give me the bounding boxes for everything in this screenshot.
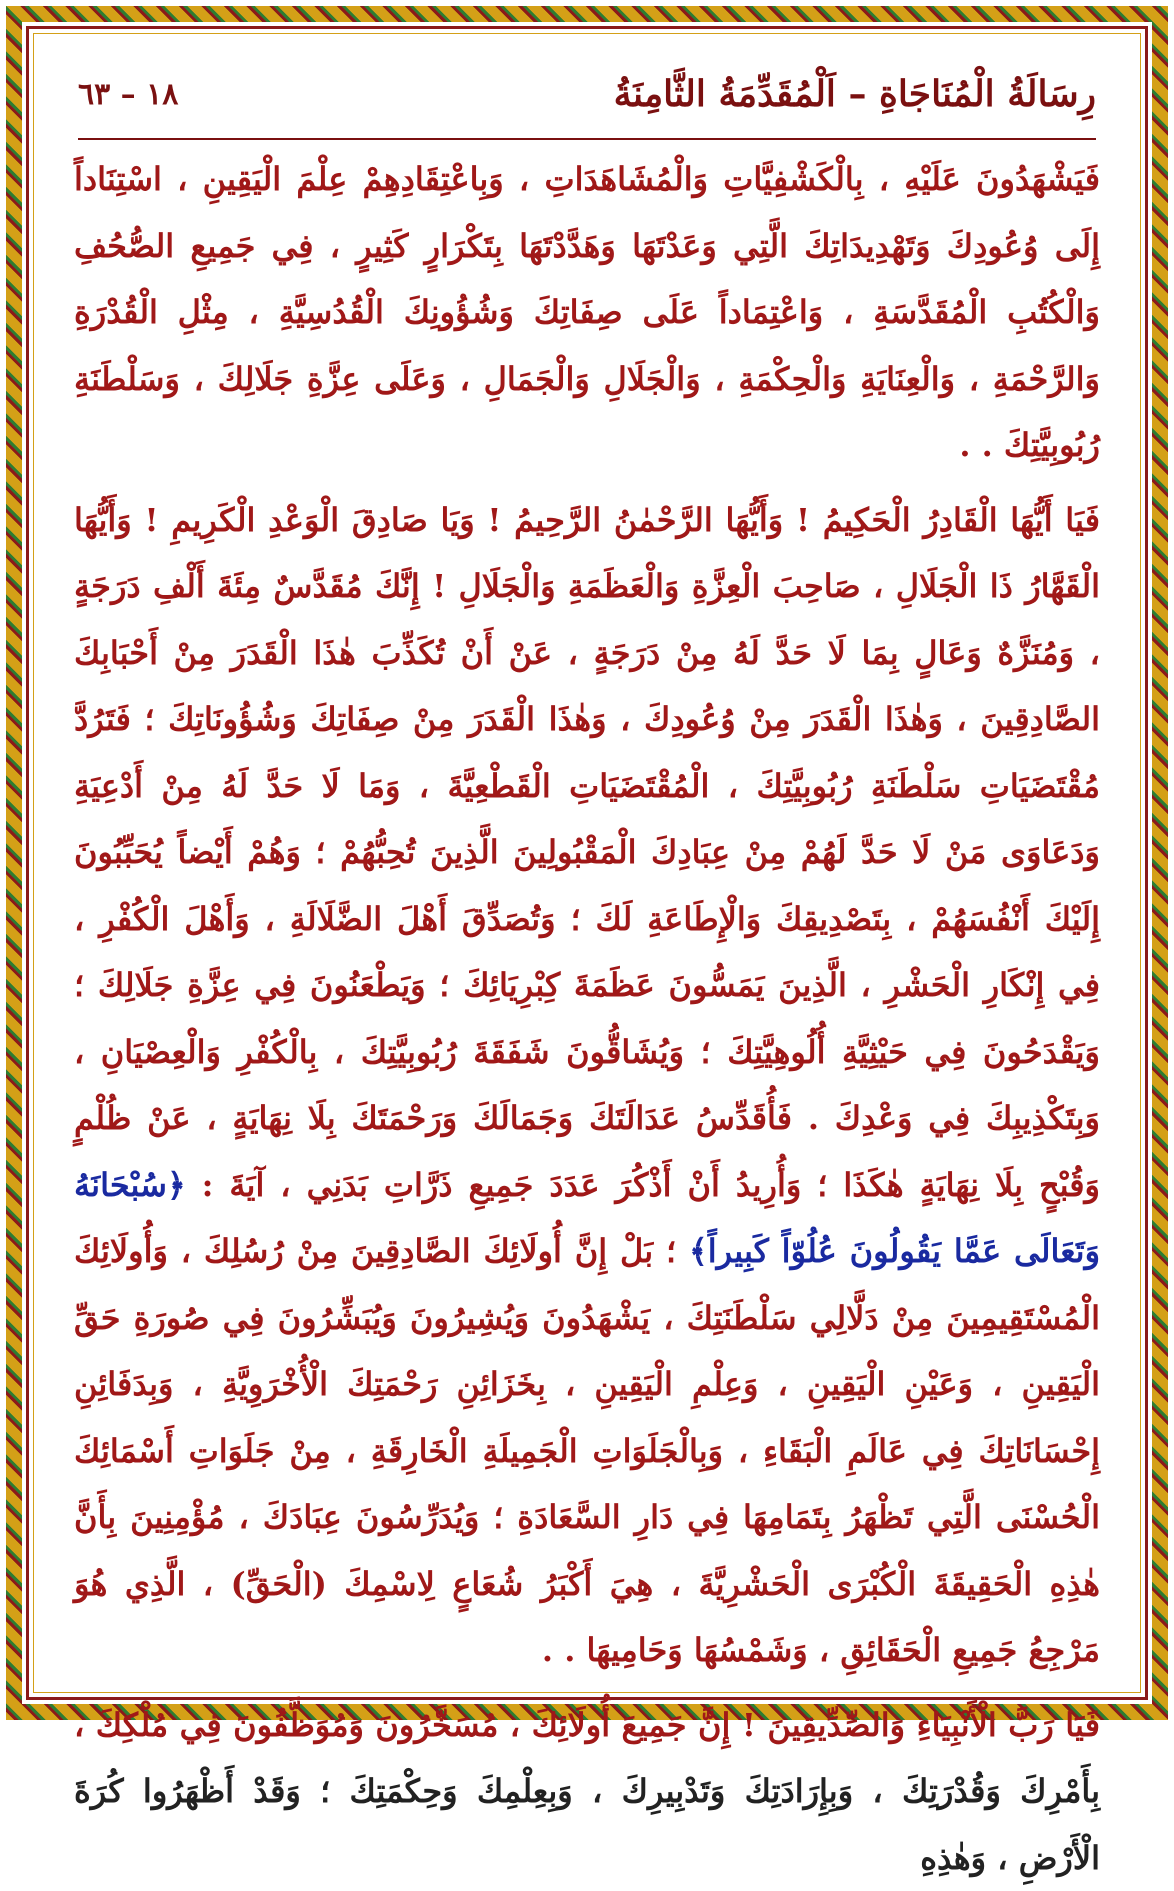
paragraph-1 [74,146,1100,479]
page-header [48,48,1126,140]
paragraph-2 [74,487,1100,1684]
header-divider [78,138,1096,140]
page-number: ١٨ – ٦٣ [78,77,178,112]
paragraph-3-continuation: بِأَمْرِكَ وَقُدْرَتِكَ ، وَبِإِرَادَتِكَ وَتَدْبِيرِكَ ، وَبِعِلْمِكَ وَحِكْمَتِكَ ؛ وَقَدْ أَظْهَرُوا كُرَةَ الْأَرْضِ ، وَهٰذِهِ [74,1772,1100,1877]
paragraph-3-text: فَيَا رَبَّ الْأَنْبِيَاءِ وَالصِّدِّيقِينَ ! إِنَّ جَمِيعَ أُولَائِكَ ، مُسَخَّرُونَ وَمُوَظَّفُونَ فِي مُلْكِكَ ، [74,1706,1100,1744]
page-body [48,140,1126,1891]
paragraph-2-text-before-verse: فَيَا أَيُّهَا الْقَادِرُ الْحَكِيمُ ! وَأَيُّهَا الرَّحْمٰنُ الرَّحِيمُ ! وَيَا صَادِقَ الْوَعْدِ الْكَرِيمِ ! وَأَيُّهَا الْقَهَّارُ ذَا الْجَلَالِ ، صَاحِبَ الْعِزَّةِ وَالْعَظَمَةِ وَالْجَلَالِ ! إِنَّكَ مُقَدَّسٌ مِئَةَ أَلْفِ دَرَجَةٍ ، وَمُنَزَّهٌ وَعَالٍ بِمَا لَا حَدَّ لَهُ مِنْ دَرَجَةٍ ، عَنْ أَنْ تُكَذِّبَ هٰذَا الْقَدَرَ مِنْ أَحْبَابِكَ الصَّادِقِينَ ، وَهٰذَا الْقَدَرَ مِنْ وُعُودِكَ ، وَهٰذَا الْقَدَرَ مِنْ صِفَاتِكَ وَشُؤُونَاتِكَ ؛ فَتَرُدَّ مُقْتَضَيَاتِ سَلْطَنَةِ رُبُوبِيَّتِكَ ، الْمُقْتَضَيَاتِ الْقَطْعِيَّةَ ، وَمَا لَا حَدَّ لَهُ مِنْ أَدْعِيَةِ وَدَعَاوَى مَنْ لَا حَدَّ لَهُمْ مِنْ عِبَادِكَ الْمَقْبُولِينَ الَّذِينَ تُحِبُّهُمْ ؛ وَهُمْ أَيْضاً يُحَبِّبُونَ إِلَيْكَ أَنْفُسَهُمْ ، بِتَصْدِيقِكَ وَالْإِطَاعَةِ لَكَ ؛ وَتُصَدِّقَ أَهْلَ الضَّلَالَةِ ، وَأَهْلَ الْكُفْرِ ، فِي إِنْكَارِ الْحَشْرِ ، الَّذِينَ يَمَسُّونَ عَظَمَةَ كِبْرِيَائِكَ ؛ وَيَطْعَنُونَ فِي عِزَّةِ جَلَالِكَ ؛ وَيَقْدَحُونَ فِي حَيْثِيَّةِ أُلُوهِيَّتِكَ ؛ وَيُشَاقُّونَ شَفَقَةَ رُبُوبِيَّتِكَ ، بِالْكُفْرِ وَالْعِصْيَانِ ، وَبِتَكْذِيبِكَ فِي وَعْدِكَ . فَأُقَدِّسُ عَدَالَتَكَ وَجَمَالَكَ وَرَحْمَتَكَ بِلَا نِهَايَةٍ ، عَنْ ظُلْمٍ وَقُبْحٍ بِلَا نِهَايَةٍ هٰكَذَا ؛ وَأُرِيدُ أَنْ أَذْكُرَ عَدَدَ جَمِيعِ ذَرَّاتِ بَدَنِي ، آيَةَ : [74,501,1100,1204]
paragraph-3 [74,1692,1100,1891]
paragraph-1-text: فَيَشْهَدُونَ عَلَيْهِ ، بِالْكَشْفِيَّاتِ وَالْمُشَاهَدَاتِ ، وَبِاعْتِقَادِهِمْ عِلْمَ الْيَقِينِ ، اسْتِنَاداً إِلَى وُعُودِكَ وَتَهْدِيدَاتِكَ الَّتِي وَعَدْتَهَا وَهَدَّدْتَهَا بِتَكْرَارٍ كَثِيرٍ ، فِي جَمِيعِ الصُّحُفِ وَالْكُتُبِ الْمُقَدَّسَةِ ، وَاعْتِمَاداً عَلَى صِفَاتِكَ وَشُؤُونِكَ الْقُدُسِيَّةِ ، مِثْلِ الْقُدْرَةِ وَالرَّحْمَةِ ، وَالْعِنَايَةِ وَالْحِكْمَةِ ، وَالْجَلَالِ وَالْجَمَالِ ، وَعَلَى عِزَّةِ جَلَالِكَ ، وَسَلْطَنَةِ رُبُوبِيَّتِكَ . . [74,160,1100,464]
page [48,48,1126,1678]
quran-verse: ﴿سُبْحَانَهُ وَتَعَالَى عَمَّا يَقُولُونَ عُلُوّاً كَبِيراً﴾ [74,1166,1100,1271]
paragraph-2-text-after-verse: ؛ بَلْ إِنَّ أُولَائِكَ الصَّادِقِينَ مِنْ رُسُلِكَ ، وَأُولَائِكَ الْمُسْتَقِيمِينَ مِنْ دَلَّالِي سَلْطَنَتِكَ ، يَشْهَدُونَ وَيُشِيرُونَ وَيُبَشِّرُونَ فِي صُورَةِ حَقِّ الْيَقِينِ ، وَعَيْنِ الْيَقِينِ ، وَعِلْمِ الْيَقِينِ ، بِخَزَائِنِ رَحْمَتِكَ الْأُخْرَوِيَّةِ ، وَبِدَفَائِنِ إِحْسَانَاتِكَ فِي عَالَمِ الْبَقَاءِ ، وَبِالْجَلَوَاتِ الْجَمِيلَةِ الْخَارِقَةِ ، مِنْ جَلَوَاتِ أَسْمَائِكَ الْحُسْنَى الَّتِي تَظْهَرُ بِتَمَامِهَا فِي دَارِ السَّعَادَةِ ؛ وَيُدَرِّسُونَ عِبَادَكَ ، مُؤْمِنِينَ بِأَنَّ هٰذِهِ الْحَقِيقَةَ الْكُبْرَى الْحَشْرِيَّةَ ، هِيَ أَكْبَرُ شُعَاعٍ لِاسْمِكَ (الْحَقِّ) ، الَّذِي هُوَ مَرْجِعُ جَمِيعِ الْحَقَائِقِ ، وَشَمْسُهَا وَحَامِيهَا . . [74,1232,1100,1669]
page-title: رِسَالَةُ الْمُنَاجَاةِ – اَلْمُقَدِّمَةُ الثَّامِنَةُ [614,73,1096,115]
